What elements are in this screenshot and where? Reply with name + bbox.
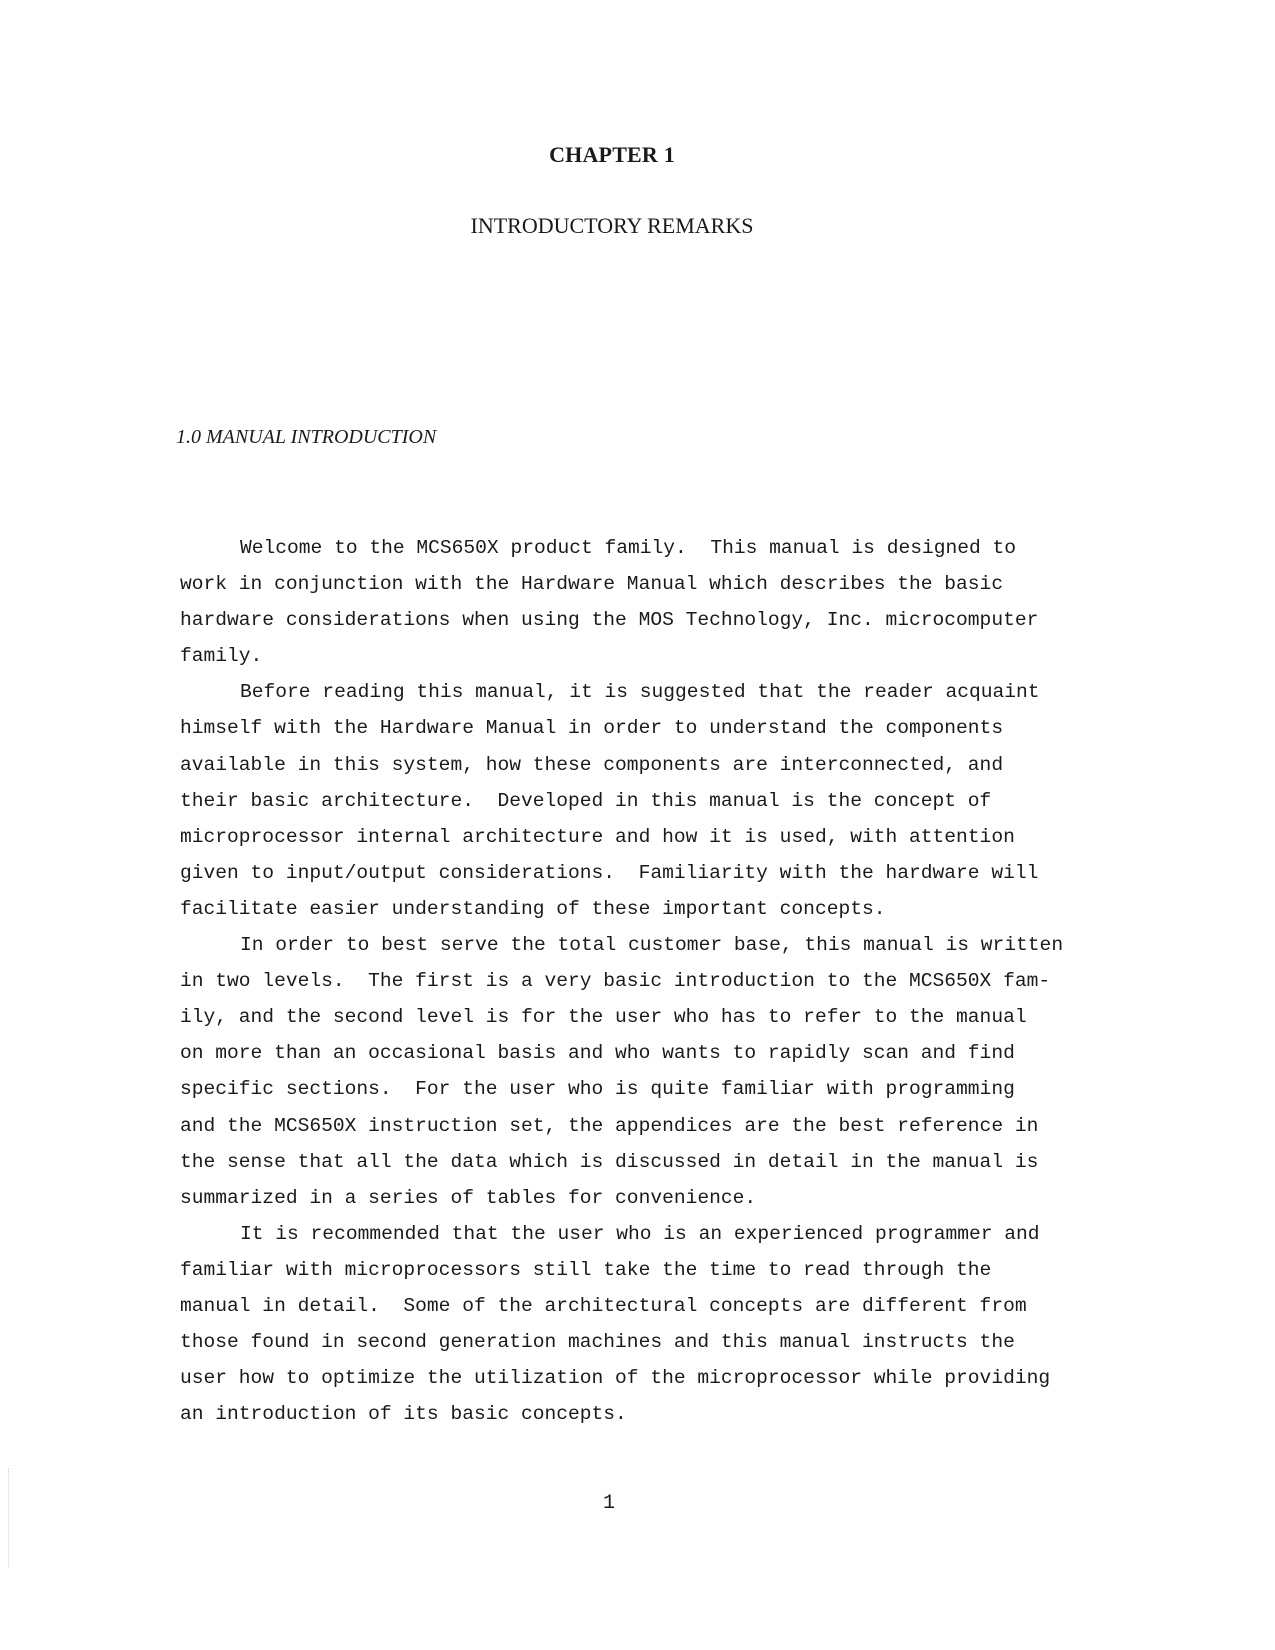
- paragraph-4-line: It is recommended that the user who is an experienced programmer and: [240, 1222, 1040, 1245]
- paragraph-4-line: manual in detail. Some of the architectural concepts are different from: [180, 1294, 1027, 1317]
- paragraph-2-line: given to input/output considerations. Familiarity with the hardware will: [180, 861, 1039, 884]
- paragraph-3-line: ily, and the second level is for the user who has to refer to the manual: [180, 1006, 1027, 1029]
- paragraph-3-line: and the MCS650X instruction set, the appendices are the best reference in: [180, 1114, 1039, 1137]
- paragraph-3-line: on more than an occasional basis and who wants to rapidly scan and find: [180, 1042, 1015, 1065]
- paragraph-1-line: family.: [180, 645, 263, 668]
- paragraph-3-line: specific sections. For the user who is quite familiar with programming: [180, 1078, 1015, 1101]
- scan-artifact: [8, 1468, 15, 1568]
- paragraph-1-line: Welcome to the MCS650X product family. This manual is designed to: [240, 537, 1017, 559]
- paragraph-2-line: available in this system, how these components are interconnected, and: [180, 753, 1004, 776]
- paragraph-3-line: In order to best serve the total customer base, this manual is written: [240, 934, 1064, 957]
- paragraph-3-line: in two levels. The first is a very basic introduction to the MCS650X fam-: [180, 970, 1051, 993]
- paragraph-2-line: Before reading this manual, it is suggested that the reader acquaint: [240, 681, 1040, 704]
- paragraph-2-line: himself with the Hardware Manual in order to understand the components: [180, 717, 1004, 740]
- paragraph-1-line: hardware considerations when using the MOS Technology, Inc. microcomputer: [180, 609, 1039, 632]
- chapter-title: INTRODUCTORY REMARKS: [470, 213, 754, 238]
- chapter-label: CHAPTER 1: [549, 142, 675, 167]
- page-number: 1: [602, 1492, 615, 1515]
- paragraph-1-line: work in conjunction with the Hardware Manual which describes the basic: [180, 573, 1004, 596]
- paragraph-3-line: summarized in a series of tables for convenience.: [180, 1186, 757, 1209]
- paragraph-2-line: their basic architecture. Developed in this manual is the concept of: [180, 789, 992, 812]
- paragraph-4-line: an introduction of its basic concepts.: [180, 1403, 627, 1426]
- paragraph-4-line: familiar with microprocessors still take the time to read through the: [180, 1258, 992, 1281]
- paragraph-3-line: the sense that all the data which is discussed in detail in the manual is: [180, 1150, 1039, 1173]
- section-heading: 1.0 MANUAL INTRODUCTION: [176, 426, 437, 448]
- paragraph-4-line: those found in second generation machines and this manual instructs the: [180, 1331, 1015, 1354]
- paragraph-4-line: user how to optimize the utilization of the microprocessor while providing: [180, 1367, 1051, 1390]
- body-text: [180, 530, 1080, 1432]
- paragraph-2-line: microprocessor internal architecture and how it is used, with attention: [180, 825, 1015, 848]
- paragraph-2-line: facilitate easier understanding of these important concepts.: [180, 897, 886, 920]
